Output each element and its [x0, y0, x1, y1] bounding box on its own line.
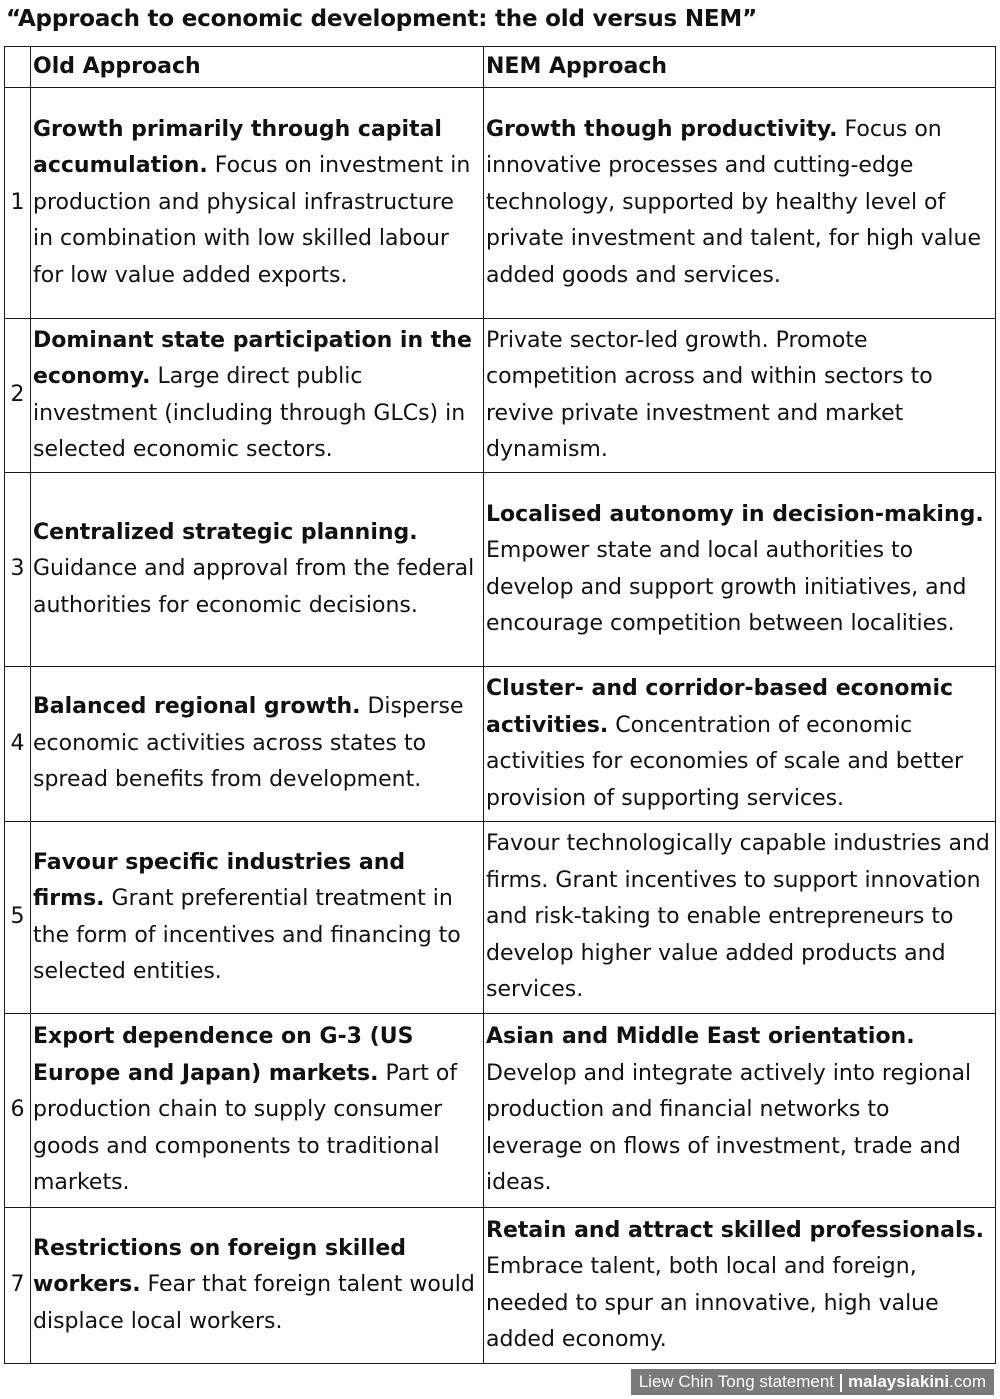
- header-old-approach: Old Approach: [31, 47, 484, 88]
- brand-name: malaysiakini: [848, 1372, 950, 1391]
- table-row: [5, 473, 996, 667]
- old-approach-cell: [31, 1208, 484, 1364]
- header-number-cell: [5, 47, 31, 88]
- table-row: [5, 319, 996, 473]
- old-approach-lead: Export dependence on G-3 (US Europe and Japan) markets.: [33, 1024, 414, 1086]
- old-approach-text: Large direct public investment (including through GLCs) in selected economic sectors.: [33, 364, 466, 462]
- nem-approach-text: Develop and integrate actively into regional production and financial networks to leverage on flows of investment, trade and ideas.: [486, 1060, 972, 1196]
- old-approach-lead: Favour specific industries and firms.: [33, 849, 406, 911]
- nem-approach-lead: Cluster- and corridor-based economic activities.: [486, 676, 954, 738]
- nem-approach-lead: Localised autonomy in decision-making.: [486, 501, 984, 527]
- old-approach-lead: Dominant state participation in the economy.: [33, 327, 472, 389]
- brand-domain: .com: [949, 1372, 986, 1391]
- header-nem-approach: NEM Approach: [484, 47, 996, 88]
- nem-approach-cell: [484, 822, 996, 1014]
- nem-approach-cell: [484, 88, 996, 319]
- old-approach-text: Focus on investment in production and physical infrastructure in combination with low skilled labour for low value added exports.: [33, 153, 471, 288]
- old-approach-cell: [31, 88, 484, 319]
- old-approach-lead: Restrictions on foreign skilled workers.: [33, 1235, 407, 1298]
- old-approach-text: Fear that foreign talent would displace local workers.: [33, 1272, 475, 1334]
- nem-approach-text: Favour technologically capable industries and firms. Grant incentives to support innovation and risk-taking to enable entrepreneurs to develop higher value added products and services.: [486, 831, 990, 1003]
- credit-text: Liew Chin Tong statement: [638, 1372, 835, 1391]
- nem-approach-lead: Growth though productivity.: [486, 116, 838, 142]
- old-approach-cell: [31, 1014, 484, 1208]
- table-row: [5, 822, 996, 1014]
- nem-approach-cell: [484, 1208, 996, 1364]
- nem-approach-cell: [484, 1014, 996, 1208]
- row-number: 5: [5, 822, 31, 1014]
- table-header-row: [5, 47, 996, 88]
- row-number: 6: [5, 1014, 31, 1208]
- nem-approach-text: Focus on innovative processes and cutting-edge technology, supported by healthy level of private investment and talent, for high value added goods and services.: [486, 116, 981, 288]
- old-approach-text: Part of production chain to supply consumer goods and components to traditional markets.: [33, 1060, 458, 1196]
- old-approach-lead: Centralized strategic planning.: [33, 519, 418, 545]
- row-number: 2: [5, 319, 31, 473]
- nem-approach-text: Concentration of economic activities for economies of scale and better provision of supporting services.: [486, 712, 964, 811]
- old-approach-lead: Balanced regional growth.: [33, 694, 361, 720]
- nem-approach-cell: [484, 319, 996, 473]
- table-row: [5, 1208, 996, 1364]
- nem-approach-lead: Asian and Middle East orientation.: [486, 1024, 915, 1050]
- source-credit: [631, 1369, 994, 1395]
- nem-approach-text: Embrace talent, both local and foreign, needed to spur an innovative, high value added economy.: [486, 1254, 939, 1352]
- row-number: 4: [5, 667, 31, 822]
- table-row: [5, 1014, 996, 1208]
- comparison-table: [4, 46, 996, 1364]
- row-number: 3: [5, 473, 31, 667]
- row-number: 1: [5, 88, 31, 319]
- nem-approach-cell: [484, 473, 996, 667]
- nem-approach-text: Empower state and local authorities to develop and support growth initiatives, and encourage competition between localities.: [486, 538, 967, 636]
- nem-approach-text: Private sector-led growth. Promote competition across and within sectors to revive private investment and market dynamism.: [486, 327, 933, 462]
- old-approach-cell: [31, 319, 484, 473]
- old-approach-text: Grant preferential treatment in the form of incentives and financing to selected entities.: [33, 886, 461, 984]
- old-approach-text: Disperse economic activities across states to spread benefits from development.: [33, 694, 464, 793]
- old-approach-cell: [31, 473, 484, 667]
- document-title: “Approach to economic development: the old versus NEM”: [6, 6, 757, 32]
- old-approach-text: Guidance and approval from the federal authorities for economic decisions.: [33, 556, 475, 618]
- nem-approach-lead: Retain and attract skilled professionals.: [486, 1217, 985, 1243]
- old-approach-cell: [31, 822, 484, 1014]
- row-number: 7: [5, 1208, 31, 1364]
- table-row: [5, 88, 996, 319]
- table-row: [5, 667, 996, 822]
- old-approach-cell: [31, 667, 484, 822]
- credit-divider: [840, 1374, 842, 1392]
- nem-approach-cell: [484, 667, 996, 822]
- old-approach-lead: Growth primarily through capital accumulation.: [33, 116, 442, 179]
